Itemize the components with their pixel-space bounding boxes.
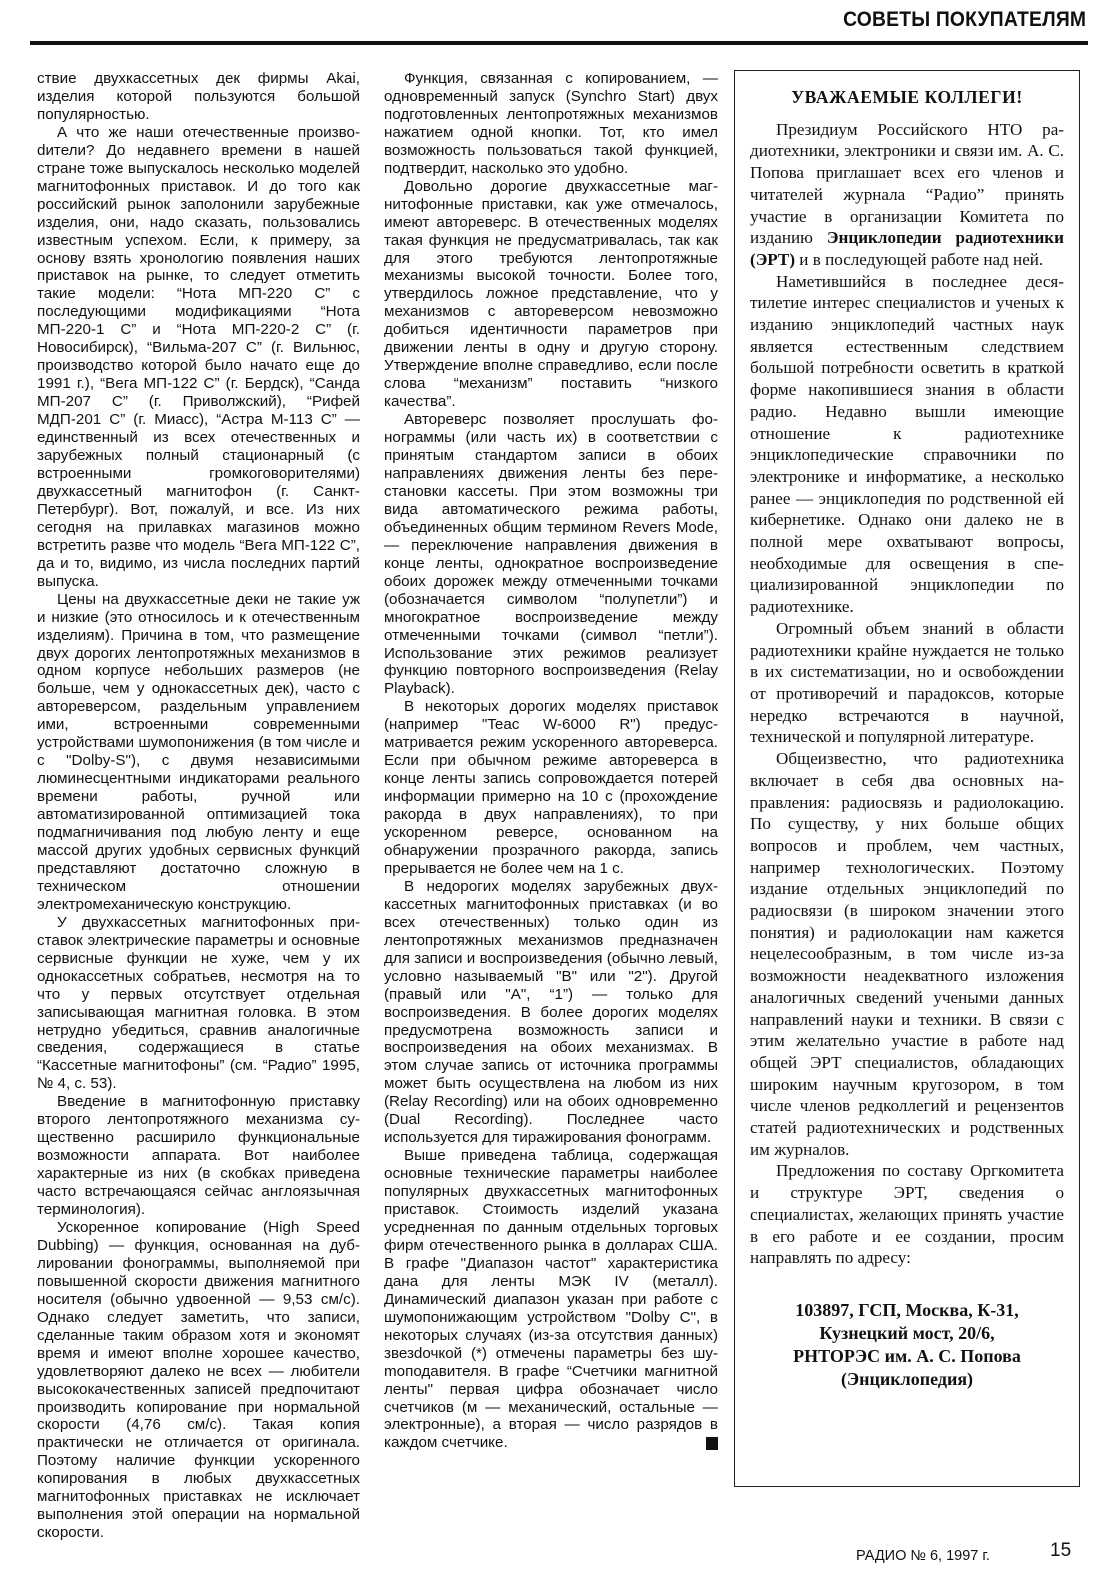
paragraph: Автореверс позволяет прослушать фонограммы (или часть их) в соответствии с принятым стандартом записи в обоих направлениях движения ленты без перестановки кассеты. При этом возможны три вида автоматического режима работы, объединенных общим термином Revers Mode, — переключение направления движения в конце ленты, однократное воспроизведение обоих дорожек между отмеченными точками (обозначается символом “полупетли”) и многократное воспроизведение между отмеченными точками (символ “петли”). Использование этих режимов реализует функцию повторного воспроизведения (Relay Playback). <box>384 411 718 698</box>
paragraph: В некоторых дорогих моделях приставок (например "Teac W-6000 R") предусматривается режим ускоренного автореверса. Если при обычном режиме автореверса в конце ленты запись сопровождается потерей информации примерно на 10 с (прохождение ракорда в двух направлениях), то при ускоренном реверсе, основанном на обнаружении прозрачного ракорда, запись прерывается не более чем на 1 с. <box>384 698 718 877</box>
paragraph: Довольно дорогие двухкассетные магнитофонные приставки, как уже отмечалось, имеют автореверс. В отечественных моделях такая функция не предусматривалась, так как для этого требуются лентопротяжные механизмы высокой точности. Более того, утвердилось ложное представление, что у механизмов с автореверсом невозможно добиться идентичности параметров при движении ленты в одну и другую сторону. Утверждение вполне справедливо, если после слова “механизм” поставить “низкого качества”. <box>384 177 718 411</box>
paragraph-text: Выше приведена таблица, содержащая основные технические параметры наиболее популярных двухкассетных магнитофонных приставок. Стоимость изделий указана усредненная по данным отдельных торговых фирм отечественного рынка в долларах США. В графе "Диапазон частот" характеристика дана для ленты МЭК IV (металл). Динамический диапазон указан при работе с шумопонижающим устройством "Dolby C", в некоторых случаях (из-за отсутствия данных) звезdочкой (*) отмечены параметры без шуmоподавителя. В графе “Счетчики магнитной ленты" первая цифра обозначает число счетчиков (м — механический, остальные — электронные), а вторая — число разрядов в каждом счетчике. <box>384 1147 718 1452</box>
announcement-paragraph: Огромный объем знаний в области радиотехники крайне нуждается не только в их систематизации, но и освобождении от противоречий и парадоксов, которые нередко встречаются в научной, технической и популярной литературе. <box>750 618 1064 747</box>
article-column-left <box>37 70 360 1542</box>
page-number: 15 <box>1050 1540 1072 1561</box>
paragraph: Функция, связанная с копированием, — одновременный запуск (Synchro Start) двух подготовленных лентопротяжных механизмов нажатием одной кнопки. Тот, кто имел возможность пользоваться такой функцией, подтвердит, насколько это удобно. <box>384 70 718 177</box>
header-rule <box>30 41 1088 45</box>
announcement-paragraph: Предложения по составу Оргкомитета и структуре ЭРТ, сведения о специалистах, желающих принять участие в его работе и ее создании, просим направлять по адресу: <box>750 1161 1064 1268</box>
address-line: (Энциклопедия) <box>840 1368 974 1389</box>
postal-address <box>750 1299 1064 1391</box>
paragraph: У двухкассетных магнитофонных приставок электрические параметры и основные сервисные функции не хуже, чем у их однокассетных собратьев, несмотря на то что у первых отсутствует отдельная записывающая магнитная головка. В этом нетрудно убедиться, сравнив аналогичные сведения, содержащиеся в статье “Кассетные магнитофоны” (см. “Радио” 1995, № 4, с. 53). <box>37 913 360 1093</box>
announcement-paragraph: Наметившийся в последнее десятилетие интерес специалистов и ученых к изданию энциклопедий частных наук является естественным следствием большой потребности осветить в краткой форме накопившиеся знания в области радио. Недавно вышли имеющие отношение к радиотехнике энциклопедические справочники по электронике и информатике, а несколько ранее — энциклопедия по родственной ей кибернетике. Однако они далеко не в полной мере охватывают вопросы, необходимые для освещения в специализированной энциклопедии по радиотехнике. <box>750 271 1064 617</box>
footer-issue: РАДИО № 6, 1997 г. <box>856 1548 990 1564</box>
article-column-middle <box>384 70 718 1452</box>
announcement-box <box>734 70 1080 1487</box>
paragraph: А что же наши отечественные произвоdители? До недавнего времени в нашей стране тоже выпускалось несколько моделей магнитофонных приставок. И до того как российский рынок заполонили зарубежные изделия, они, надо сказать, пользовались известным успехом. Если, к примеру, за основу взять хронологию появления наших приставок на рынке, то следует отметить такие модели: “Нота МП-220 С” с последующими модификациями “Нота МП-220-1 С” и “Нота МП-220-2 С” (г. Новосибирск), “Вильма-207 С” (г. Вильнюс, производство которой было начато еще до 1991 г.), “Вега МП-122 С” (г. Бердск), “Санда МП-207 С” (г. Приволжский), “Рифей МДП-201 С” (г. Миасс), “Астра М-113 С” — единственный из всех отечественных и зарубежных полный стационарный (с встроенными громкоговорителями) двухкассетный магнитофон (г. Санкт-Петербург). Вот, пожалуй, и все. Из них сегодня на прилавках магазинов можно встретить разве что модель “Вега МП-122 С”, да и то, видимо, из числа последних партий выпуска. <box>37 123 360 590</box>
paragraph: ствие двухкассетных дек фирмы Akai, изделия которой пользуются большой популярностью. <box>37 70 360 123</box>
address-line: РНТОРЭС им. А. С. Попова <box>793 1345 1021 1366</box>
intro-text: Президиум Российского НТО радиотехники, электроники и связи им. А. С. Попова приглашает всех его членов и читателей журнала “Радио” принять участие в организации Комитета по изданию <box>750 119 1064 248</box>
paragraph: Ускоренное копирование (High Speed Dubbing) — функция, основанная на дублировании фонограммы, выполняемой при повышенной скорости движения магнитного носителя (обычно удвоенной — 9,53 см/с). Однако следует заметить, что записи, сделанные таким образом хотя и экономят время и имеют вполне хорошее качество, удовлетворяют далеко не всех — любители высококачественных записей предпочитают производить копирование при нормальной скорости (4,76 см/с). Такая копия практически не отличается от оригинала. Поэтому наличие функции ускоренного копирования в любых двухкассетных магнитофонных приставках не исключает выполнения этой операции на нормальной скорости. <box>37 1219 360 1542</box>
announcement-intro <box>750 119 1064 271</box>
paragraph: В недорогих моделях зарубежных двухкассетных магнитофонных приставках (и во всех отечественных) только один из лентопротяжных механизмов предназначен для записи и воспроизведения (обычно левый, условно называемый "B" или "2"). Другой (правый или "А", “1”) — только для воспроизведения. В более дорогих моделях предусмотрена возможность записи и воспроизведения на обоих механизмах. В этом случае запись от источника программы может быть осуществлена на любом из них (Relay Recording) или на обоих одновременно (Dual Recording). Последнее часто используется для тиражирования фонограмм. <box>384 877 718 1147</box>
address-line: 103897, ГСП, Москва, К-31, <box>795 1299 1019 1320</box>
paragraph-last <box>384 1147 718 1452</box>
announcement-heading: УВАЖАЕМЫЕ КОЛЛЕГИ! <box>791 87 1023 107</box>
paragraph: Введение в магнитофонную приставку второго лентопротяжного механизма существенно расширило функциональные возможности аппарата. Вот наиболее характерные из них (в скобках приведена часто встречающаяся сейчас англоязычная терминология). <box>37 1093 360 1219</box>
end-of-article-square-icon <box>706 1437 718 1450</box>
paragraph: Цены на двухкассетные деки не такие уж и низкие (это относилось и к отечественным изделиям). Причина в том, что размещение двух дорогих лентопротяжных механизмов в одном корпусе небольших размеров (не больше, чем у однокассетных дек), часто с автореверсом, раздельным управлением ими, встроенными современными устройствами шумопонижения (в том числе и с "Dolby-S"), с двумя независимыми люминесцентными индикаторами реального времени работы, ручной или автоматизированной оптимизацией тока подмагничивания под любую ленту и еще массой других удобных сервисных функций представляют достаточно сложную в техническом отношении электромеханическую конструкцию. <box>37 590 360 913</box>
announcement-paragraph: Общеизвестно, что радиотехника включает в себя два основных направления: радиосвязь и радиолокацию. По существу, у них больше общих вопросов и проблем, чем частных, например технологических. Поэтому издание отдельных энциклопедий по радиосвязи (в широком значении этого понятия) и радиолокации нам кажется нецелесообразным, в том числе из-за возможности неадекватного изложения аналогичных сведений учеными данных направлений науки и техники. В связи с этим желательно участие в работе над общей ЭРТ специалистов, обладающих широким научным кругозором, в том числе членов редколлегий и рецензентов статей радиотехнических и родственных им журналов. <box>750 749 1064 1159</box>
section-title: СОВЕТЫ ПОКУПАТЕЛЯМ <box>842 8 1086 31</box>
intro-bold-text: Энциклопедии радиотехники (ЭРТ) <box>750 228 1064 269</box>
address-line: Кузнецкий мост, 20/6, <box>819 1322 995 1343</box>
intro-text-end: и в последующей работе над ней. <box>795 249 1044 269</box>
